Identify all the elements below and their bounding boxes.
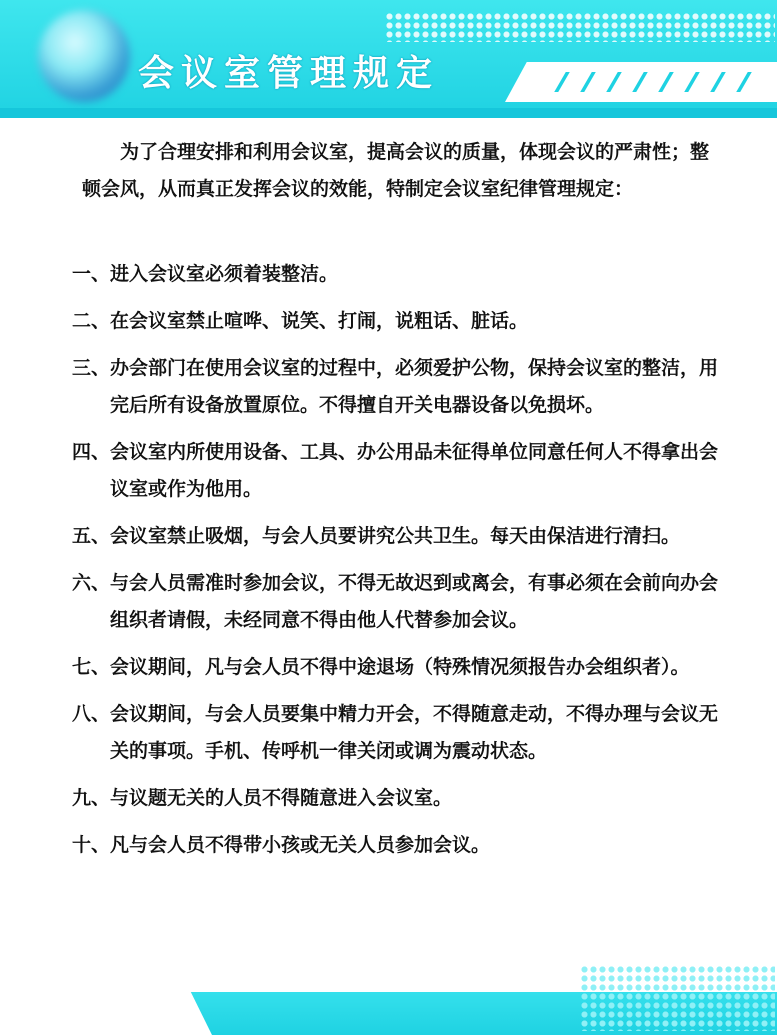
rule-item [72,434,727,508]
rule-text: 会议室禁止吸烟，与会人员要讲究公共卫生。每天由保洁进行清扫。 [110,525,681,547]
rules-list [72,256,727,874]
rule-number: 七、 [72,656,111,678]
rule-number: 四、 [72,441,111,463]
rule-number: 三、 [72,357,111,379]
rule-number: 九、 [72,787,111,809]
page-title: 会议室管理规定 [138,53,440,94]
rule-text: 办会部门在使用会议室的过程中，必须爱护公物，保持会议室的整洁，用完后所有设备放置原位。不得擅自开关电器设备以免损坏。 [110,357,719,416]
rule-text: 会议期间，凡与会人员不得中途退场（特殊情况须报告办会组织者）。 [110,656,690,678]
intro-paragraph: 为了合理安排和利用会议室，提高会议的质量，体现会议的严肃性；整顿会风，从而真正发挥会议的效能，特制定会议室纪律管理规定： [82,141,710,200]
rule-text: 凡与会人员不得带小孩或无关人员参加会议。 [110,834,491,856]
header-dot-pattern [385,12,775,42]
rule-text: 会议室内所使用设备、工具、办公用品未征得单位同意任何人不得拿出会议室或作为他用。 [110,441,719,500]
rule-item [72,256,727,293]
rule-item [72,696,727,770]
rule-text: 与会人员需准时参加会议，不得无故迟到或离会，有事必须在会前向办会组织者请假，未经同意不得由他人代替参加会议。 [110,572,719,631]
rule-number: 十、 [72,834,111,856]
rule-item [72,827,727,864]
rule-item [72,649,727,686]
rule-text: 进入会议室必须着装整洁。 [110,263,339,285]
rule-number: 五、 [72,525,111,547]
rule-item [72,303,727,340]
rule-number: 二、 [72,310,111,332]
footer-white-wedge [0,992,212,1035]
rule-text: 会议期间，与会人员要集中精力开会，不得随意走动，不得办理与会议无关的事项。手机、传呼机一律关闭或调为震动状态。 [110,703,719,762]
rule-text: 在会议室禁止喧哗、说笑、打闹，说粗话、脏话。 [110,310,529,332]
footer-dot-pattern [580,965,775,1031]
rule-item [72,518,727,555]
rule-number: 八、 [72,703,111,725]
rule-number: 一、 [72,263,111,285]
rule-item [72,350,727,424]
rule-text: 与议题无关的人员不得随意进入会议室。 [110,787,453,809]
rule-number: 六、 [72,572,111,594]
rule-item [72,565,727,639]
logo-icon [38,10,130,102]
rule-item [72,780,727,817]
